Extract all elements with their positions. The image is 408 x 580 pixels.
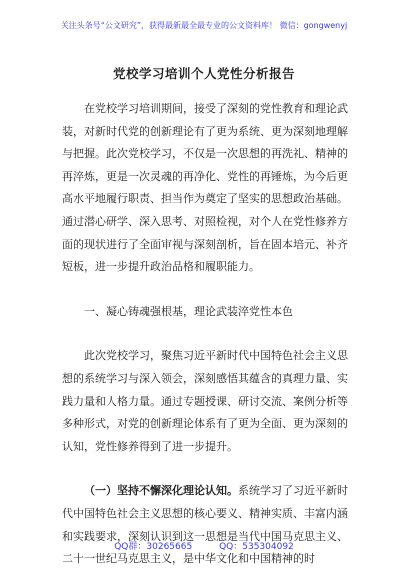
- header-promo-note: 关注头条号“公文研究”，获得最新最全最专业的公文资料库！ 微信：gongwenyj: [60, 21, 348, 30]
- section-1-heading: 一、凝心铸魂强根基，理论武装淬党性本色: [84, 304, 293, 318]
- subsection-1-lead: （一）坚持不懈深化理论认知。: [84, 484, 238, 498]
- footer-contact: [0, 539, 408, 552]
- footer-qq: QQ：535304092: [219, 542, 294, 552]
- subsection-1-text: 系统学习了习近平新时代中国特色社会主义思想的核心要义、精神实质、丰富内涵和实践要求，深刻认识到这一思想是当代中国马克思主义、二十一世纪马克思主义，是中华文化和中国精神的时: [62, 484, 348, 566]
- section-1-paragraph: 此次党校学习，聚焦习近平新时代中国特色社会主义思想的系统学习与深入领会，深刻感悟其蕴含的真理力量、实践力量和人格力量。通过专题授课、研讨交流、案例分析等多种形式，对党的创新理论体系有了更为全面、更为深刻的认知，党性修养得到了进一步提升。: [62, 349, 348, 453]
- footer-qq-group: QQ群：30265665: [114, 542, 193, 552]
- document-body: [62, 98, 348, 571]
- intro-paragraph: 在党校学习培训期间，接受了深刻的党性教育和理论武装，对新时代党的创新理论有了更为系统、更为深刻地理解与把握。此次党校学习，不仅是一次思想的再洗礼、精神的再淬炼，更是一次灵魂的再净化、党性的再锤炼，为今后更高水平地履行职责、担当作为奠定了坚实的思想政治基础。通过潜心研学、深入思考、对照检视，对个人在党性修养方面的现状进行了全面审视与深刻剖析，旨在固本培元、补齐短板，进一步提升政治品格和履职能力。: [62, 102, 348, 274]
- document-title: 党校学习培训个人党性分析报告: [112, 66, 295, 81]
- subsection-1-paragraph: [62, 480, 348, 570]
